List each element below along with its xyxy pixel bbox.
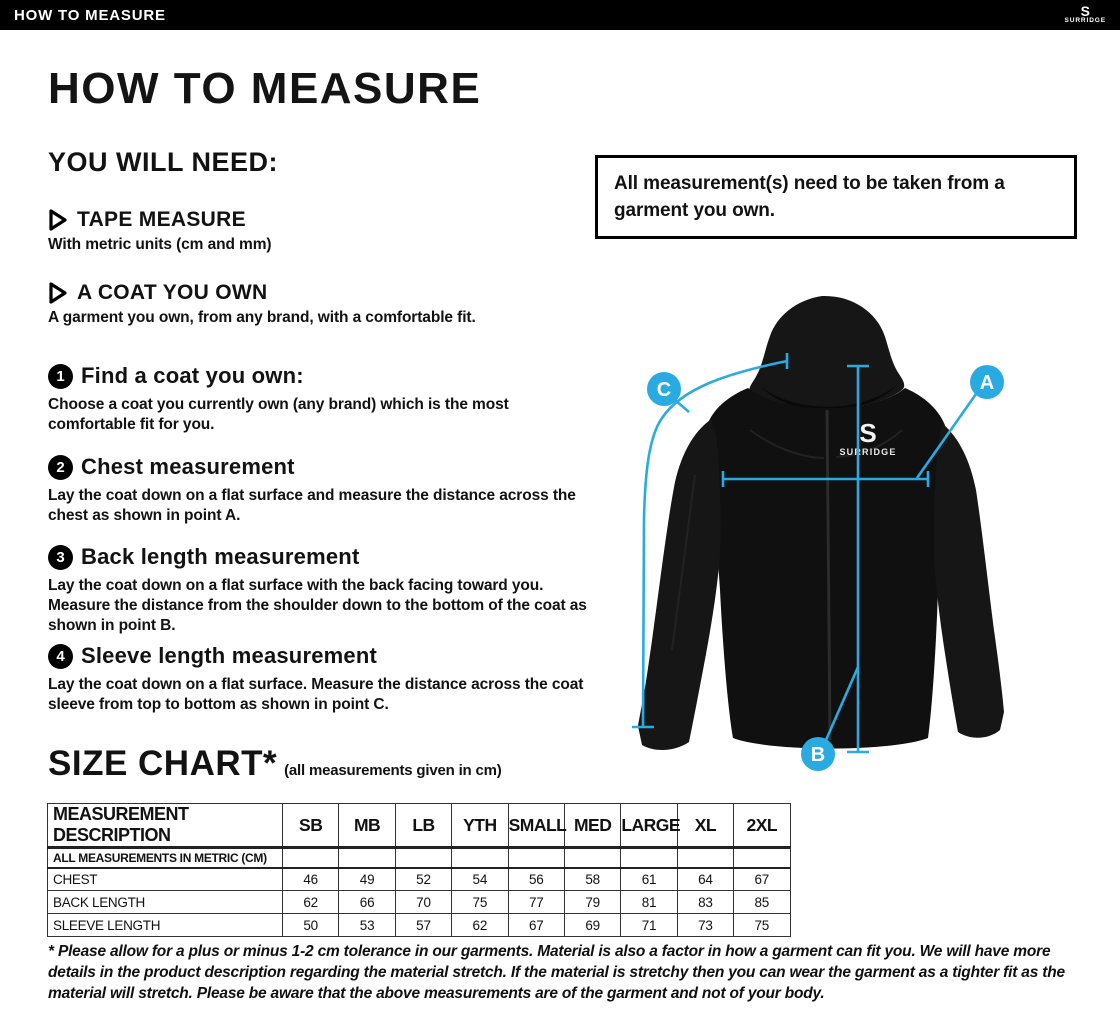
cell: 77 <box>508 891 564 914</box>
step-title: Find a coat you own: <box>81 363 304 388</box>
column-header: XL <box>677 804 733 848</box>
step-number-badge: 3 <box>48 545 73 570</box>
cell: 62 <box>452 914 508 937</box>
cell: 58 <box>564 868 620 891</box>
step-3 <box>48 544 596 636</box>
need-item-description: With metric units (cm and mm) <box>48 236 272 253</box>
surridge-logo-icon: S <box>1080 3 1090 20</box>
need-item-description: A garment you own, from any brand, with a comfortable fit. <box>48 309 476 326</box>
play-triangle-icon <box>48 208 68 232</box>
cell: 83 <box>677 891 733 914</box>
jacket-logo-icon: S <box>859 418 877 448</box>
column-header: LARGE <box>621 804 677 848</box>
metric-note: ALL MEASUREMENTS IN METRIC (CM) <box>48 848 283 868</box>
table-row-chest <box>48 868 791 891</box>
need-item-tape-measure <box>48 208 608 254</box>
page-title: HOW TO MEASURE <box>48 64 482 113</box>
step-2 <box>48 454 596 526</box>
cell: 71 <box>621 914 677 937</box>
step-number-badge: 1 <box>48 364 73 389</box>
marker-c-pointer-line <box>675 400 689 412</box>
table-row-back-length <box>48 891 791 914</box>
step-description: Lay the coat down on a flat surface with the back facing toward you. Measure the distance from the shoulder down to the bottom of the coat as shown in point B. <box>48 577 587 634</box>
cell: 52 <box>395 868 451 891</box>
jacket-measurement-diagram <box>600 290 1120 790</box>
cell: 79 <box>564 891 620 914</box>
cell: 73 <box>677 914 733 937</box>
cell: 70 <box>395 891 451 914</box>
jacket-hood <box>749 296 904 408</box>
cell: 69 <box>564 914 620 937</box>
column-header: MED <box>564 804 620 848</box>
jacket-left-sleeve <box>638 420 721 750</box>
jacket-right-sleeve <box>934 424 1004 738</box>
table-header-row <box>48 804 791 848</box>
step-description: Lay the coat down on a flat surface. Measure the distance across the coat sleeve from top to bottom as shown in point C. <box>48 676 584 713</box>
marker-c-label: C <box>656 379 672 401</box>
play-triangle-icon <box>48 281 68 305</box>
size-chart-title: SIZE CHART* <box>48 744 278 783</box>
step-title: Chest measurement <box>81 454 295 479</box>
column-header: MB <box>339 804 395 848</box>
step-title: Back length measurement <box>81 544 360 569</box>
need-item-label: TAPE MEASURE <box>77 208 246 231</box>
marker-b-label: B <box>810 744 826 766</box>
cell: 66 <box>339 891 395 914</box>
cell: 64 <box>677 868 733 891</box>
column-header: 2XL <box>734 804 790 848</box>
cell: 75 <box>452 891 508 914</box>
size-chart-heading <box>48 744 502 784</box>
cell: 53 <box>339 914 395 937</box>
row-label: CHEST <box>48 868 283 891</box>
cell: 50 <box>283 914 339 937</box>
top-bar-title: HOW TO MEASURE <box>14 6 166 24</box>
step-title: Sleeve length measurement <box>81 643 378 668</box>
column-header: LB <box>395 804 451 848</box>
need-item-coat <box>48 281 608 327</box>
cell: 61 <box>621 868 677 891</box>
step-4 <box>48 643 596 715</box>
tolerance-footnote: * Please allow for a plus or minus 1-2 cm tolerance in our garments. Material is also a factor in how a garment can fit you. We will have more details in the product description regarding the material stretch. If the material is stretchy then you can wear the garment as a tighter fit as the material will stretch. Please be aware that the above measurements are of the garment and not of your body. <box>48 943 1065 1002</box>
cell: 85 <box>734 891 790 914</box>
callout-box: All measurement(s) need to be taken from a garment you own. <box>595 155 1077 239</box>
column-header: MEASUREMENT DESCRIPTION <box>48 804 283 848</box>
you-will-need-title: YOU WILL NEED: <box>48 147 279 177</box>
column-header: SB <box>283 804 339 848</box>
step-number-badge: 2 <box>48 455 73 480</box>
cell: 57 <box>395 914 451 937</box>
step-number-badge: 4 <box>48 644 73 669</box>
step-description: Lay the coat down on a flat surface and measure the distance across the chest as shown in point A. <box>48 487 576 524</box>
row-label: SLEEVE LENGTH <box>48 914 283 937</box>
top-bar <box>0 0 1120 30</box>
table-row-sleeve-length <box>48 914 791 937</box>
size-chart-table <box>47 803 791 937</box>
cell: 67 <box>508 914 564 937</box>
cell: 54 <box>452 868 508 891</box>
surridge-logo-word: SURRIDGE <box>1064 17 1106 25</box>
cell: 46 <box>283 868 339 891</box>
size-chart-subtitle: (all measurements given in cm) <box>284 762 502 779</box>
surridge-logo <box>1064 5 1110 25</box>
cell: 62 <box>283 891 339 914</box>
cell: 56 <box>508 868 564 891</box>
column-header: YTH <box>452 804 508 848</box>
marker-a-label: A <box>979 372 995 394</box>
jacket-logo-word: SURRIDGE <box>839 447 897 457</box>
cell: 81 <box>621 891 677 914</box>
cell: 75 <box>734 914 790 937</box>
step-1 <box>48 363 596 435</box>
metric-note-row <box>48 848 791 868</box>
cell: 49 <box>339 868 395 891</box>
column-header: SMALL <box>508 804 564 848</box>
step-description: Choose a coat you currently own (any brand) which is the most comfortable fit for you. <box>48 396 509 433</box>
need-item-label: A COAT YOU OWN <box>77 281 268 304</box>
cell: 67 <box>734 868 790 891</box>
row-label: BACK LENGTH <box>48 891 283 914</box>
